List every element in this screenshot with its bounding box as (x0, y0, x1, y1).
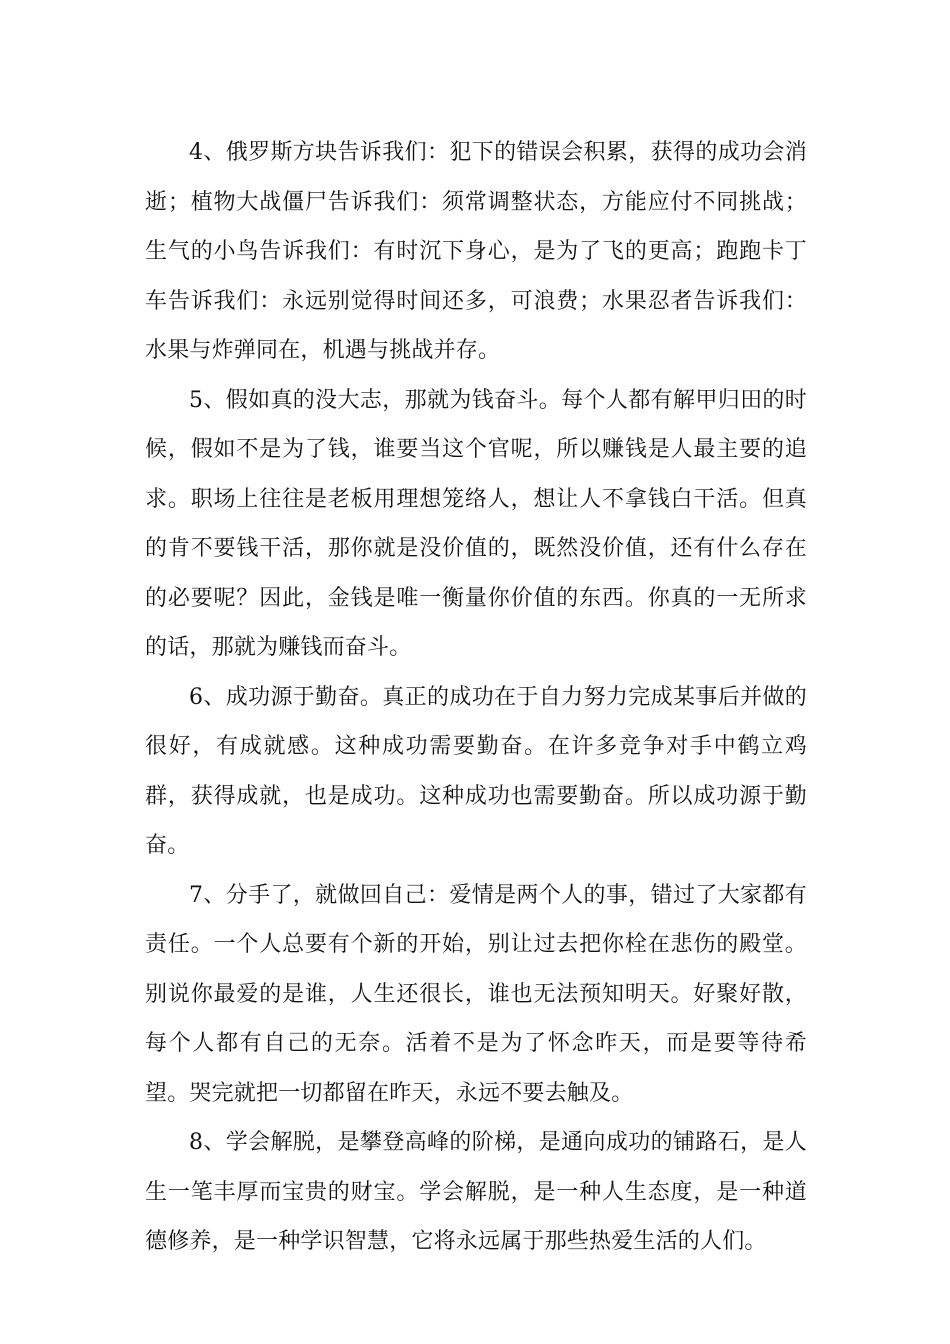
paragraph-7: 7、分手了，就做回自己：爱情是两个人的事，错过了大家都有责任。一个人总要有个新的开始，别让过去把你栓在悲伤的殿堂。别说你最爱的是谁，人生还很长，谁也无法预知明天。好聚好散，每个人都有自己的无奈。活着不是为了怀念昨天，而是要等待希望。哭完就把一切都留在昨天，永远不要去触及。 (145, 882, 807, 1106)
paragraph-6: 6、成功源于勤奋。真正的成功在于自力努力完成某事后并做的很好，有成就感。这种成功需要勤奋。在许多竞争对手中鹤立鸡群，获得成就，也是成功。这种成功也需要勤奋。所以成功源于勤奋。 (145, 684, 807, 858)
paragraph-5: 5、假如真的没大志，那就为钱奋斗。每个人都有解甲归田的时候，假如不是为了钱，谁要当这个官呢，所以赚钱是人最主要的追求。职场上往往是老板用理想笼络人，想让人不拿钱白干活。但真的肯不要钱干活，那你就是没价值的，既然没价值，还有什么存在的必要呢？因此，金钱是唯一衡量你价值的东西。你真的一无所求的话，那就为赚钱而奋斗。 (145, 387, 807, 660)
paragraph-4: 4、俄罗斯方块告诉我们：犯下的错误会积累，获得的成功会消逝；植物大战僵尸告诉我们：须常调整状态，方能应付不同挑战；生气的小鸟告诉我们：有时沉下身心，是为了飞的更高；跑跑卡丁车告诉我们：永远别觉得时间还多，可浪费；水果忍者告诉我们：水果与炸弹同在，机遇与挑战并存。 (145, 140, 807, 363)
document-body (145, 128, 807, 1267)
paragraph-8: 8、学会解脱，是攀登高峰的阶梯，是通向成功的铺路石，是人生一笔丰厚而宝贵的财宝。学会解脱，是一种人生态度，是一种道德修养，是一种学识智慧，它将永远属于那些热爱生活的人们。 (145, 1130, 807, 1254)
